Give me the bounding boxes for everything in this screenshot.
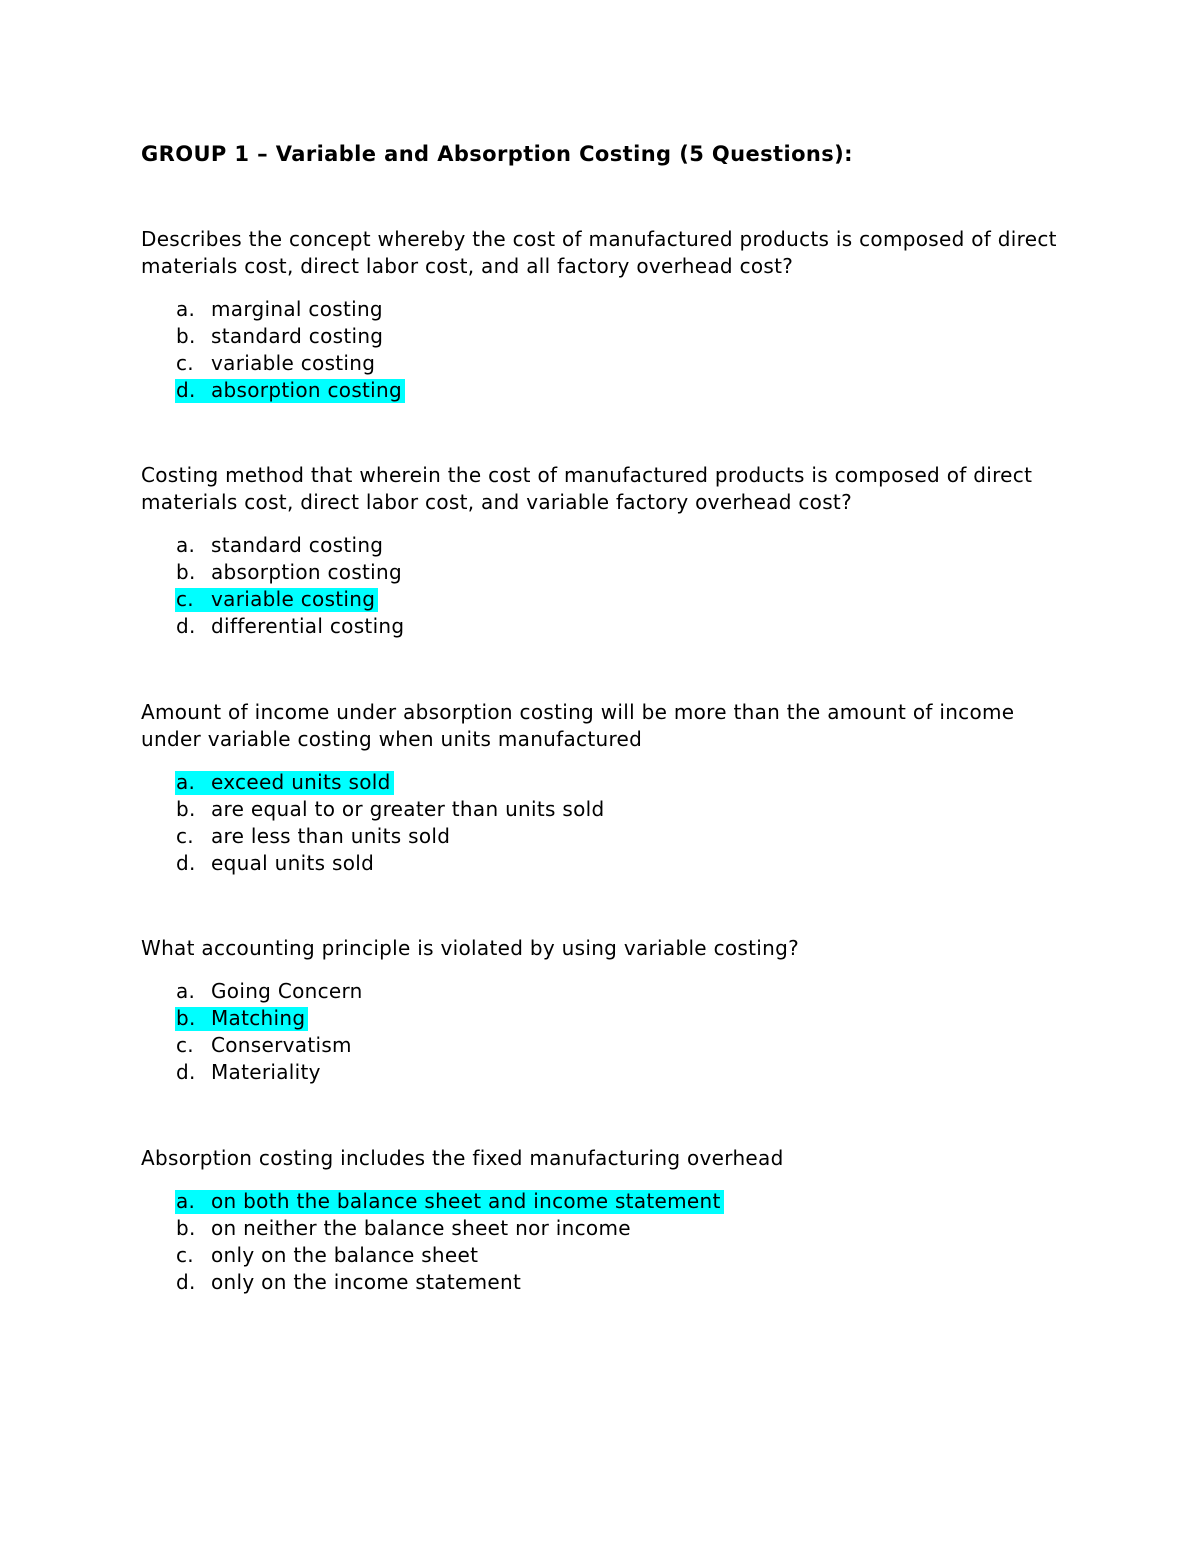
option-d	[141, 1269, 1091, 1296]
option-text: on both the balance sheet and income statement	[211, 1189, 721, 1213]
question-2	[141, 462, 1091, 640]
option-letter: b.	[176, 324, 196, 348]
option-a	[141, 1188, 1091, 1215]
option-letter: d.	[176, 851, 196, 875]
option-b	[141, 323, 1091, 350]
option-b	[141, 1005, 1091, 1032]
option-text: on neither the balance sheet nor income	[211, 1216, 631, 1240]
option-b	[141, 559, 1091, 586]
option-text: absorption costing	[211, 560, 403, 584]
option-letter: d.	[176, 1270, 196, 1294]
option-text: differential costing	[211, 614, 405, 638]
option-letter: c.	[176, 351, 194, 375]
option-letter: d.	[176, 1060, 196, 1084]
option-d	[141, 850, 1091, 877]
option-a	[141, 978, 1091, 1005]
option-c	[141, 1032, 1091, 1059]
question-text: Describes the concept whereby the cost of manufactured products is composed of direct materials cost, direct labor cost, and all factory overhead cost?	[141, 227, 1057, 278]
option-text: marginal costing	[211, 297, 383, 321]
option-letter: a.	[176, 770, 196, 794]
option-letter: a.	[176, 533, 196, 557]
question-text: Costing method that wherein the cost of manufactured products is composed of direct materials cost, direct labor cost, and variable factory overhead cost?	[141, 463, 1033, 514]
option-letter: c.	[176, 587, 194, 611]
option-a	[141, 769, 1091, 796]
option-d	[141, 1059, 1091, 1086]
option-b	[141, 796, 1091, 823]
page-title: GROUP 1 – Variable and Absorption Costing (5 Questions):	[141, 142, 853, 166]
option-text: Going Concern	[211, 979, 363, 1003]
options-list	[141, 978, 1091, 1086]
option-text: Materiality	[211, 1060, 321, 1084]
option-text: variable costing	[211, 351, 376, 375]
option-text: variable costing	[211, 587, 376, 611]
option-a	[141, 532, 1091, 559]
option-letter: a.	[176, 297, 196, 321]
option-text: exceed units sold	[211, 770, 391, 794]
options-list	[141, 296, 1091, 404]
question-text: Amount of income under absorption costing will be more than the amount of income under variable costing when units manufactured	[141, 700, 1015, 751]
option-c	[141, 586, 1091, 613]
option-letter: d.	[176, 614, 196, 638]
question-text: What accounting principle is violated by using variable costing?	[141, 936, 800, 960]
option-text: are less than units sold	[211, 824, 451, 848]
option-letter: c.	[176, 824, 194, 848]
option-text: absorption costing	[211, 378, 403, 402]
question-4	[141, 935, 1091, 1086]
option-letter: c.	[176, 1243, 194, 1267]
option-text: only on the balance sheet	[211, 1243, 479, 1267]
options-list	[141, 1188, 1091, 1296]
question-3	[141, 699, 1091, 877]
option-b	[141, 1215, 1091, 1242]
option-text: Conservatism	[211, 1033, 352, 1057]
option-letter: b.	[176, 797, 196, 821]
option-c	[141, 823, 1091, 850]
option-letter: c.	[176, 1033, 194, 1057]
option-letter: b.	[176, 560, 196, 584]
option-letter: b.	[176, 1216, 196, 1240]
option-c	[141, 350, 1091, 377]
option-letter: a.	[176, 1189, 196, 1213]
option-letter: b.	[176, 1006, 196, 1030]
option-c	[141, 1242, 1091, 1269]
option-a	[141, 296, 1091, 323]
option-letter: d.	[176, 378, 196, 402]
option-text: only on the income statement	[211, 1270, 522, 1294]
options-list	[141, 769, 1091, 877]
options-list	[141, 532, 1091, 640]
option-text: standard costing	[211, 324, 384, 348]
question-1	[141, 226, 1091, 404]
question-text: Absorption costing includes the fixed manufacturing overhead	[141, 1146, 784, 1170]
option-text: are equal to or greater than units sold	[211, 797, 605, 821]
option-d	[141, 377, 1091, 404]
question-5	[141, 1145, 1091, 1296]
option-text: Matching	[211, 1006, 306, 1030]
option-d	[141, 613, 1091, 640]
option-letter: a.	[176, 979, 196, 1003]
option-text: equal units sold	[211, 851, 375, 875]
option-text: standard costing	[211, 533, 384, 557]
